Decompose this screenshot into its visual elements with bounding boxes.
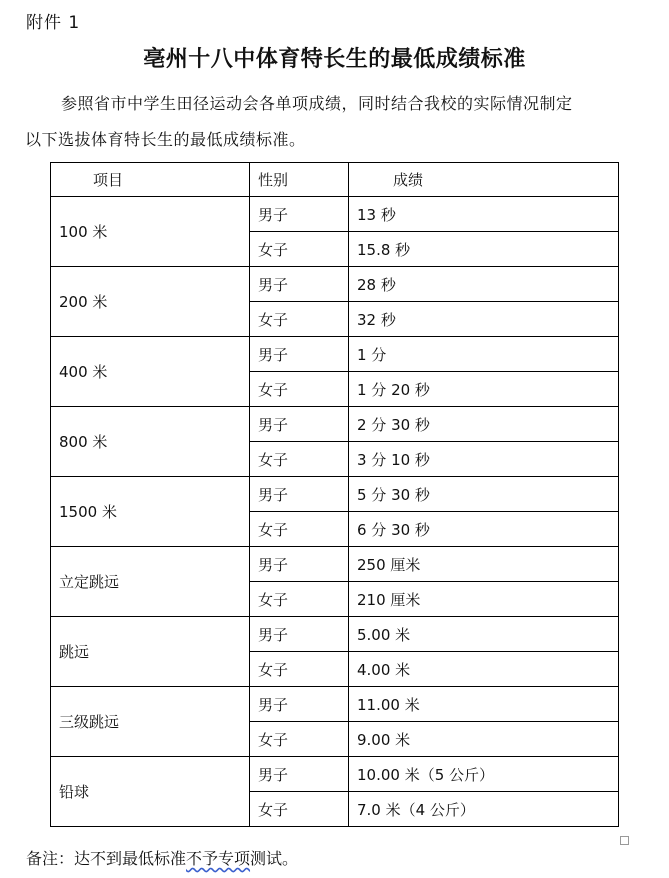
event-name: 跳远 xyxy=(51,617,250,687)
gender-female: 女子 xyxy=(250,722,349,757)
table-row xyxy=(51,687,619,722)
page-title: 亳州十八中体育特长生的最低成绩标准 xyxy=(143,47,526,72)
gender-female: 女子 xyxy=(250,652,349,687)
gender-male: 男子 xyxy=(250,757,349,792)
table-body xyxy=(51,197,619,827)
footnote xyxy=(26,846,298,869)
table-row xyxy=(51,407,619,442)
table-row xyxy=(51,617,619,652)
score-male: 13 秒 xyxy=(349,197,619,232)
score-female: 3 分 10 秒 xyxy=(349,442,619,477)
event-name: 200 米 xyxy=(51,267,250,337)
footnote-suffix: 测试。 xyxy=(250,849,299,868)
gender-male: 男子 xyxy=(250,197,349,232)
gender-male: 男子 xyxy=(250,477,349,512)
standards-table xyxy=(50,162,619,827)
score-male: 5 分 30 秒 xyxy=(349,477,619,512)
gender-female: 女子 xyxy=(250,512,349,547)
gender-male: 男子 xyxy=(250,267,349,302)
score-female: 9.00 米 xyxy=(349,722,619,757)
table-row xyxy=(51,757,619,792)
intro-paragraph xyxy=(25,86,650,158)
score-female: 32 秒 xyxy=(349,302,619,337)
score-male: 10.00 米（5 公斤） xyxy=(349,757,619,792)
gender-female: 女子 xyxy=(250,442,349,477)
score-female: 15.8 秒 xyxy=(349,232,619,267)
table-row xyxy=(51,477,619,512)
score-male: 28 秒 xyxy=(349,267,619,302)
annex-label: 附件 1 xyxy=(26,13,81,33)
event-name: 800 米 xyxy=(51,407,250,477)
gender-male: 男子 xyxy=(250,337,349,372)
intro-line-2: 以下选拔体育特长生的最低成绩标准。 xyxy=(25,130,306,149)
footnote-spellcheck-mark: 不予专项 xyxy=(186,849,251,868)
event-name: 400 米 xyxy=(51,337,250,407)
table-row xyxy=(51,337,619,372)
gender-female: 女子 xyxy=(250,232,349,267)
score-male: 1 分 xyxy=(349,337,619,372)
gender-female: 女子 xyxy=(250,582,349,617)
footnote-prefix: 备注：达不到最低标准 xyxy=(26,849,187,868)
score-male: 2 分 30 秒 xyxy=(349,407,619,442)
table-row xyxy=(51,267,619,302)
score-female: 6 分 30 秒 xyxy=(349,512,619,547)
event-name: 立定跳远 xyxy=(51,547,250,617)
score-female: 4.00 米 xyxy=(349,652,619,687)
table-row xyxy=(51,547,619,582)
score-female: 210 厘米 xyxy=(349,582,619,617)
header-score: 成绩 xyxy=(349,163,619,197)
table-row xyxy=(51,197,619,232)
intro-line-1 xyxy=(25,86,650,122)
score-male: 11.00 米 xyxy=(349,687,619,722)
score-male: 250 厘米 xyxy=(349,547,619,582)
event-name: 铅球 xyxy=(51,757,250,827)
header-event: 项目 xyxy=(51,163,250,197)
score-female: 1 分 20 秒 xyxy=(349,372,619,407)
score-female: 7.0 米（4 公斤） xyxy=(349,792,619,827)
table-header-row xyxy=(51,163,619,197)
gender-female: 女子 xyxy=(250,792,349,827)
gender-female: 女子 xyxy=(250,372,349,407)
event-name: 100 米 xyxy=(51,197,250,267)
event-name: 三级跳远 xyxy=(51,687,250,757)
table-end-marker xyxy=(620,836,629,845)
gender-male: 男子 xyxy=(250,617,349,652)
gender-male: 男子 xyxy=(250,407,349,442)
header-gender: 性别 xyxy=(250,163,349,197)
score-male: 5.00 米 xyxy=(349,617,619,652)
gender-male: 男子 xyxy=(250,547,349,582)
event-name: 1500 米 xyxy=(51,477,250,547)
gender-male: 男子 xyxy=(250,687,349,722)
gender-female: 女子 xyxy=(250,302,349,337)
intro-line-1-text: 参照省市中学生田径运动会各单项成绩，同时结合我校的实际情况制定 xyxy=(61,94,573,113)
